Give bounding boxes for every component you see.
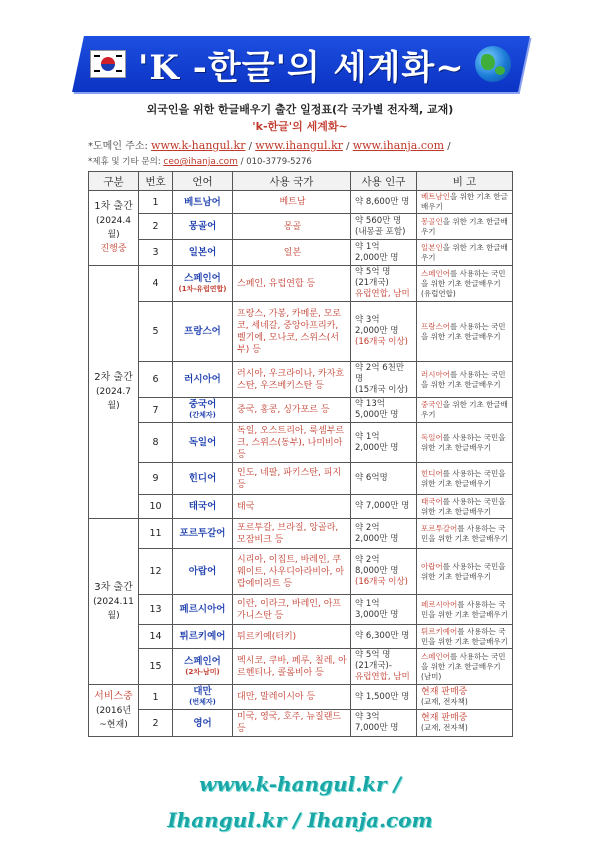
row-countries: 태국 xyxy=(233,495,351,519)
row-language xyxy=(173,685,233,710)
note-text xyxy=(421,652,510,682)
note-rest: 를 사용하는 국민을 위한 기초 한글배우기 xyxy=(421,599,508,619)
row-number: 13 xyxy=(139,595,173,625)
note-highlight: 일본인 xyxy=(421,242,443,252)
row-language xyxy=(173,649,233,685)
row-population xyxy=(351,549,417,595)
row-note xyxy=(417,423,513,463)
population-line-2: 2,000만 명 xyxy=(355,326,399,336)
table-row xyxy=(89,423,513,463)
population-line-3: 유럽연합, 남미 xyxy=(355,289,410,299)
population-line-2: 5,000만 명 xyxy=(355,410,399,420)
row-number: 12 xyxy=(139,549,173,595)
note-highlight: 프랑스어 xyxy=(421,321,450,331)
title-banner xyxy=(78,36,524,92)
note-highlight: 태국어 xyxy=(421,496,443,506)
group-cell xyxy=(89,519,139,685)
row-language xyxy=(173,625,233,649)
row-language xyxy=(173,362,233,398)
domain-link-2[interactable]: www.ihangul.kr xyxy=(255,139,343,152)
population-line-2: (21개국)- xyxy=(355,661,392,671)
row-population xyxy=(351,463,417,495)
row-number: 4 xyxy=(139,266,173,302)
population-line-1: 약 1억 xyxy=(355,241,380,252)
note-detail: (교재, 전자책) xyxy=(421,723,468,732)
group-title: 3차 출간 xyxy=(94,581,133,593)
note-highlight: 베트남인 xyxy=(421,192,450,201)
row-population xyxy=(351,495,417,519)
group-cell xyxy=(89,685,139,737)
header-number: 번호 xyxy=(139,172,173,191)
note-rest: 를 사용하는 국민을 위한 기초 한글배우기 xyxy=(421,496,506,516)
population-line-1: 약 3억 xyxy=(355,712,380,722)
row-countries: 몽골 xyxy=(233,214,351,240)
population-line-1: 약 6억명 xyxy=(355,473,388,483)
note-text xyxy=(421,562,510,582)
note-highlight: 스페인어 xyxy=(421,268,450,278)
table-row xyxy=(89,266,513,302)
row-countries: 일본 xyxy=(233,240,351,266)
language-subtitle: (간체자) xyxy=(189,411,216,419)
table-row xyxy=(89,495,513,519)
note-text xyxy=(421,469,510,489)
contact-label: *제휴 및 기타 문의: xyxy=(88,157,161,167)
row-note xyxy=(417,463,513,495)
domain-label: *도메인 주소: xyxy=(88,141,148,152)
note-highlight: 러시아어 xyxy=(421,369,450,379)
population-line-3: 유럽연합, 남미 xyxy=(355,672,410,682)
row-language xyxy=(173,710,233,737)
note-highlight: 중국인 xyxy=(421,400,443,409)
language-name: 힌디어 xyxy=(188,473,217,484)
note-rest: 을 위한 기초 한글배우기 xyxy=(421,242,508,262)
population-line-3: (16개국 이상) xyxy=(355,337,408,347)
note-text xyxy=(421,192,510,212)
note-rest: 을 위한 기초 한글배우기 xyxy=(421,192,508,211)
note-text xyxy=(421,400,510,420)
row-number: 11 xyxy=(139,519,173,549)
row-countries: 멕시코, 쿠바, 페루, 칠레, 아르헨티나, 콜롬비아 등 xyxy=(233,649,351,685)
language-name: 독일어 xyxy=(188,437,217,448)
row-countries: 중국, 홍콩, 싱가포르 등 xyxy=(233,398,351,423)
table-row xyxy=(89,549,513,595)
note-highlight: 스페인어 xyxy=(421,651,450,661)
banner-title: 'K -한글'의 세계화~ xyxy=(138,47,465,88)
row-population xyxy=(351,649,417,685)
row-language xyxy=(173,214,233,240)
table-row xyxy=(89,214,513,240)
population-line-1: 약 8,600만 명 xyxy=(355,196,410,207)
note-text xyxy=(421,497,510,517)
language-name: 몽골어 xyxy=(188,221,217,232)
population-line-1: 약 1억 xyxy=(355,431,380,442)
row-countries: 러시아, 우크라이나, 카자흐스탄, 우즈베키스탄 등 xyxy=(233,362,351,398)
group-title: 1차 출간 xyxy=(94,201,133,212)
row-language xyxy=(173,302,233,362)
population-line-1: 약 6,300만 명 xyxy=(355,631,410,641)
note-text xyxy=(421,269,510,299)
row-note xyxy=(417,685,513,710)
language-name: 프랑스어 xyxy=(184,326,221,337)
note-text xyxy=(421,217,510,237)
language-name: 러시아어 xyxy=(184,374,221,385)
note-highlight: 포르투갈어 xyxy=(421,523,458,533)
table-row xyxy=(89,649,513,685)
header-countries: 사용 국가 xyxy=(233,172,351,191)
group-title: 서비스중 xyxy=(94,690,133,702)
table-row xyxy=(89,519,513,549)
language-name: 중국어 xyxy=(188,399,217,410)
row-language xyxy=(173,463,233,495)
note-rest: 를 사용하는 국민을 위한 기초 한글배우기 xyxy=(421,523,508,543)
row-population xyxy=(351,214,417,240)
row-number: 1 xyxy=(139,191,173,214)
note-status: 현재 판매중 xyxy=(421,687,468,697)
row-note xyxy=(417,240,513,266)
note-highlight: 힌디어 xyxy=(421,468,443,478)
language-name: 튀르키예어 xyxy=(179,631,226,642)
row-countries: 스페인, 유럽연합 등 xyxy=(233,266,351,302)
row-note xyxy=(417,625,513,649)
row-number: 1 xyxy=(139,685,173,710)
row-number: 6 xyxy=(139,362,173,398)
population-line-1: 약 1억 xyxy=(355,598,380,609)
note-rest: 를 사용하는 국민을 위한 기초 한글배우기 xyxy=(421,432,506,452)
table-header-row xyxy=(89,172,513,191)
row-note xyxy=(417,710,513,737)
row-note xyxy=(417,191,513,214)
row-number: 3 xyxy=(139,240,173,266)
note-detail: (교재, 전자책) xyxy=(421,697,468,706)
population-line-1: 약 2억 xyxy=(355,522,380,533)
row-countries: 베트남 xyxy=(233,191,351,214)
row-note xyxy=(417,519,513,549)
row-population xyxy=(351,362,417,398)
row-population xyxy=(351,240,417,266)
row-language xyxy=(173,595,233,625)
population-line-1: 약 1,500만 명 xyxy=(355,691,410,702)
population-line-2: 8,000만 명 xyxy=(355,566,399,576)
row-countries: 시리아, 이집트, 바레인, 쿠웨이트, 사우디아라비아, 아랍에미리트 등 xyxy=(233,549,351,595)
note-rest: 를 사용하는 국민을 위한 기초 한글배우기(유럽연합) xyxy=(421,268,506,298)
population-line-1: 약 5억 명 xyxy=(355,650,391,660)
row-language xyxy=(173,423,233,463)
note-rest: 를 사용하는 국민을 위한 기초 한글배우기 xyxy=(421,468,506,488)
language-subtitle: (번체자) xyxy=(189,698,216,706)
table-row xyxy=(89,240,513,266)
row-number: 10 xyxy=(139,495,173,519)
note-rest: 를 사용하는 국민을 위한 기초 한글배우기 xyxy=(421,369,506,389)
row-note xyxy=(417,362,513,398)
row-note xyxy=(417,649,513,685)
page-subtitle: 외국인을 위한 한글배우기 출간 일정표(각 국가별 전자책, 교재) xyxy=(146,103,454,116)
table-row xyxy=(89,302,513,362)
row-number: 9 xyxy=(139,463,173,495)
row-language xyxy=(173,191,233,214)
population-line-1: 약 2억 6천만 명 xyxy=(355,363,405,384)
footer-line-1: www.k-hangul.kr / xyxy=(199,772,401,796)
population-line-2: 2,000만 명 xyxy=(355,533,399,544)
row-countries: 포르투갈, 브라질, 앙골라, 모잠비크 등 xyxy=(233,519,351,549)
population-line-2: (15개국 이상) xyxy=(355,385,408,395)
note-text xyxy=(421,627,510,647)
note-text xyxy=(421,600,510,620)
row-population xyxy=(351,191,417,214)
population-line-1: 약 13억 xyxy=(355,399,385,409)
note-highlight: 아랍어 xyxy=(421,561,443,571)
note-highlight: 몽골인 xyxy=(421,216,443,226)
row-note xyxy=(417,398,513,423)
language-name: 태국어 xyxy=(188,501,217,512)
row-note xyxy=(417,549,513,595)
group-status: 진행중 xyxy=(100,244,127,254)
population-line-2: (내몽골 포함) xyxy=(355,226,406,237)
row-number: 14 xyxy=(139,625,173,649)
group-date: (2024.7월) xyxy=(95,387,131,411)
language-name: 포르투갈어 xyxy=(179,528,226,539)
row-language xyxy=(173,398,233,423)
table-row xyxy=(89,191,513,214)
note-highlight: 페르시아어 xyxy=(421,599,458,609)
row-population xyxy=(351,423,417,463)
row-countries: 미국, 영국, 호주, 뉴질랜드 등 xyxy=(233,710,351,737)
language-subtitle: (2차-남미) xyxy=(185,667,220,676)
domain-line: *도메인 주소: www.k-hangul.kr / www.ihangul.kr / www.ihanja.com / xyxy=(88,139,451,152)
language-subtitle: (1차-유럽연합) xyxy=(178,284,227,293)
row-language xyxy=(173,240,233,266)
population-line-2: 3,000만 명 xyxy=(355,609,399,620)
group-title: 2차 출간 xyxy=(94,372,133,383)
language-name: 스페인어 xyxy=(184,272,221,284)
row-number: 5 xyxy=(139,302,173,362)
group-date: (2024.11월) xyxy=(93,596,134,621)
row-note xyxy=(417,214,513,240)
note-rest: 를 사용하는 국민을 위한 기초 한글배우기 xyxy=(421,626,508,646)
note-text xyxy=(421,524,510,544)
population-line-2: 2,000만 명 xyxy=(355,252,399,263)
note-text xyxy=(421,243,510,263)
row-number: 7 xyxy=(139,398,173,423)
header-note: 비 고 xyxy=(417,172,513,191)
language-name: 일본어 xyxy=(188,247,217,258)
domain-link-3[interactable]: www.ihanja.com xyxy=(352,139,445,152)
domain-link-1[interactable]: www.k-hangul.kr xyxy=(151,139,246,152)
row-note xyxy=(417,595,513,625)
note-highlight: 튀르키예어 xyxy=(421,626,458,636)
row-population xyxy=(351,266,417,302)
population-line-1: 약 7,000만 명 xyxy=(355,501,410,511)
table-row xyxy=(89,625,513,649)
note-rest: 를 사용하는 국민을 위한 기초 한글배우기 xyxy=(421,561,506,581)
contact-line xyxy=(88,155,312,167)
contact-phone: / 010-3779-5276 xyxy=(240,157,312,167)
language-name: 베트남어 xyxy=(184,196,221,208)
row-population xyxy=(351,398,417,423)
header-group: 구분 xyxy=(89,172,139,191)
population-line-1: 약 2억 xyxy=(355,555,380,565)
row-population xyxy=(351,519,417,549)
note-highlight: 독일어 xyxy=(421,432,443,442)
row-population xyxy=(351,625,417,649)
language-name: 영어 xyxy=(193,717,212,729)
row-population xyxy=(351,302,417,362)
header-population: 사용 인구 xyxy=(351,172,417,191)
language-name: 아랍어 xyxy=(188,566,217,577)
note-rest: 을 위한 기초 한글배우기 xyxy=(421,216,508,236)
population-line-1: 약 5억 명 xyxy=(355,267,391,277)
page-subtitle-2: 'k-한글'의 세계화~ xyxy=(252,120,348,133)
row-note xyxy=(417,495,513,519)
note-text xyxy=(421,370,510,390)
korean-flag-icon xyxy=(90,50,126,78)
note-rest: 를 사용하는 국민을 위한 기초 한글배우기(남미) xyxy=(421,651,506,681)
globe-icon xyxy=(475,46,511,82)
footer-line-2: Ihangul.kr / Ihanja.com xyxy=(167,808,433,832)
row-language xyxy=(173,495,233,519)
note-text xyxy=(421,322,510,342)
language-name: 페르시아어 xyxy=(179,604,226,615)
row-note xyxy=(417,266,513,302)
table-row xyxy=(89,362,513,398)
row-countries: 대만, 말레이시아 등 xyxy=(233,685,351,710)
population-line-2: 7,000만 명 xyxy=(355,723,399,733)
contact-email-link[interactable]: ceo@ihanja.com xyxy=(163,157,238,167)
row-number: 8 xyxy=(139,423,173,463)
row-population xyxy=(351,710,417,737)
language-name: 대만 xyxy=(193,686,212,697)
language-name: 스페인어 xyxy=(184,655,221,667)
row-population xyxy=(351,595,417,625)
row-countries: 이란, 이라크, 바레인, 아프가니스탄 등 xyxy=(233,595,351,625)
population-line-2: 2,000만 명 xyxy=(355,442,399,453)
row-note xyxy=(417,302,513,362)
table-row xyxy=(89,398,513,423)
note-rest: 를 사용하는 국민을 위한 기초 한글배우기 xyxy=(421,321,506,341)
group-date: (2016년 xyxy=(95,705,132,716)
note-text xyxy=(421,433,510,453)
table-row xyxy=(89,710,513,737)
row-countries: 튀르키예(터키) xyxy=(233,625,351,649)
note-status: 현재 판매중 xyxy=(421,713,468,723)
group-cell xyxy=(89,191,139,266)
group-date-2: ~현재) xyxy=(99,719,128,730)
schedule-table xyxy=(88,171,513,737)
population-line-2: (21개국) xyxy=(355,278,389,288)
row-population xyxy=(351,685,417,710)
table-row xyxy=(89,595,513,625)
row-number: 2 xyxy=(139,214,173,240)
population-line-1: 약 3억 xyxy=(355,315,380,325)
row-language xyxy=(173,549,233,595)
row-number: 15 xyxy=(139,649,173,685)
row-countries: 프랑스, 가봉, 카메룬, 모로코, 세네갈, 중앙아프리카, 벨기에, 모나코, 스위스(서부) 등 xyxy=(233,302,351,362)
note-rest: 을 위한 기초 한글배우기 xyxy=(421,400,508,419)
population-line-1: 약 560만 명 xyxy=(355,215,402,226)
population-line-3: (16개국 이상) xyxy=(355,577,408,587)
row-language xyxy=(173,266,233,302)
table-row xyxy=(89,463,513,495)
row-number: 2 xyxy=(139,710,173,737)
header-language: 언어 xyxy=(173,172,233,191)
table-row xyxy=(89,685,513,710)
group-cell xyxy=(89,266,139,519)
row-countries: 독일, 오스트리아, 룩셈부르크, 스위스(동부), 나미비아 등 xyxy=(233,423,351,463)
row-language xyxy=(173,519,233,549)
row-countries: 인도, 네팔, 파키스탄, 피지 등 xyxy=(233,463,351,495)
group-date: (2024.4월) xyxy=(95,216,131,240)
